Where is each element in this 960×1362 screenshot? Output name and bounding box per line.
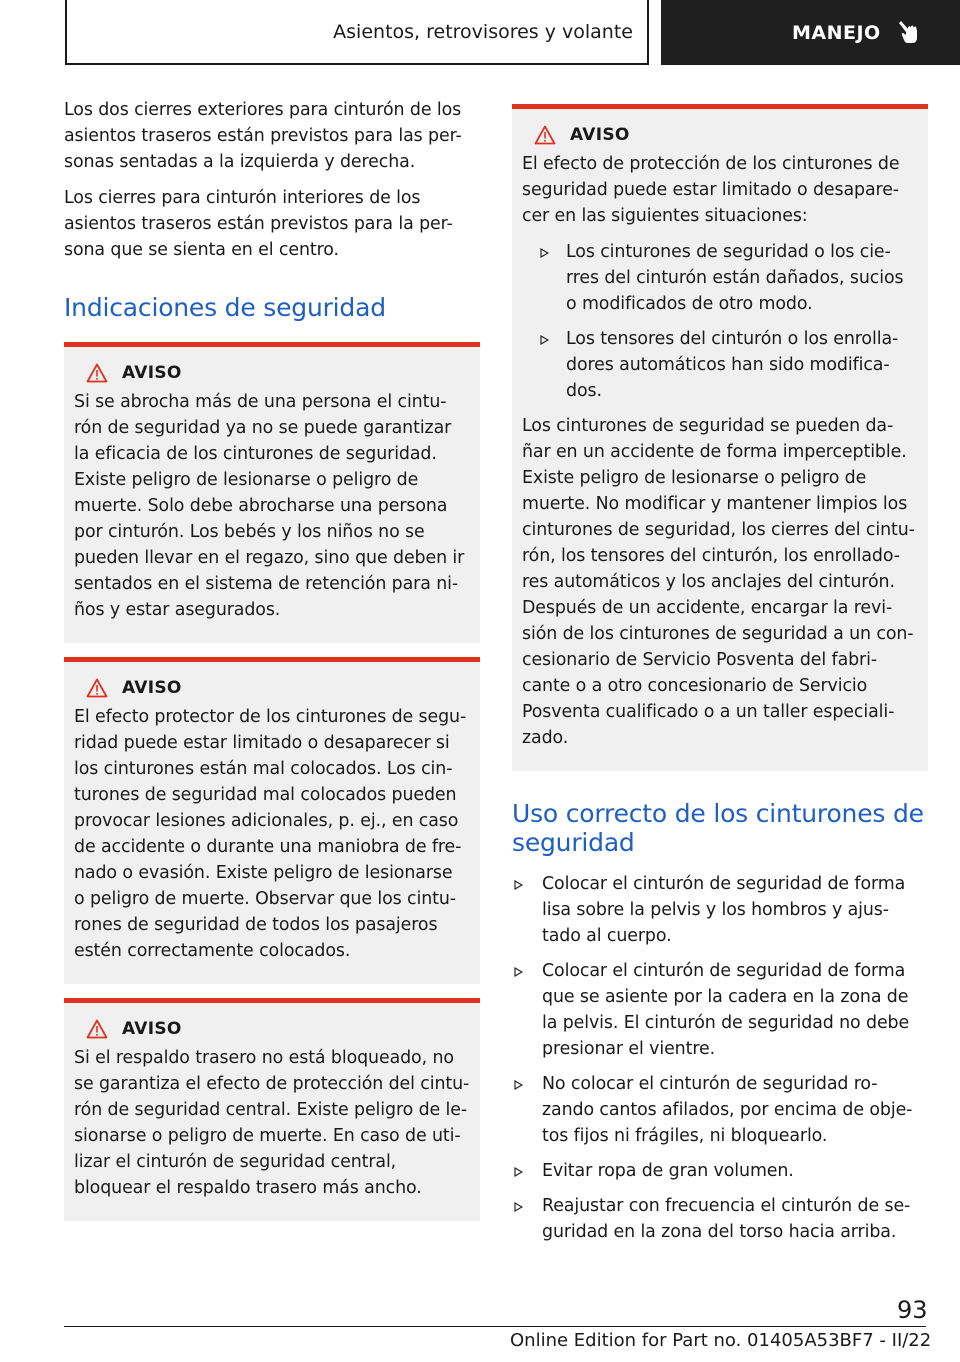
triangle-bullet-icon: [522, 326, 566, 404]
warning-box: [512, 104, 928, 771]
warning-box: [64, 342, 480, 643]
warning-box: [64, 998, 480, 1221]
warning-box: [64, 657, 480, 984]
warning-icon: [86, 1019, 108, 1039]
section-heading-safety: Indicaciones de seguridad: [64, 293, 386, 322]
triangle-bullet-icon: [512, 871, 542, 949]
list-item: No colocar el cinturón de seguridad ro- zando cantos afilados, por encima de obje- tos fijos ni frágiles, ni bloquearlo.: [512, 1071, 928, 1149]
section-title: Asientos, retrovisores y volante: [333, 20, 633, 43]
section-header: [65, 0, 649, 65]
footer-divider: [64, 1326, 926, 1327]
list-item: Los tensores del cinturón o los enrolla- dores automáticos han sido modifica- dos.: [522, 326, 918, 404]
list-item: Reajustar con frecuencia el cinturón de se- guridad en la zona del torso hacia arriba.: [512, 1193, 928, 1245]
warning-label: AVISO: [122, 363, 182, 383]
pointing-hand-icon: [897, 19, 923, 47]
intro-paragraph-1: Los dos cierres exteriores para cinturón de los asientos traseros están previstos para las per- sonas sentadas a la izquierda y derecha.: [64, 100, 462, 172]
warning-intro: El efecto de protección de los cinturones de seguridad puede estar limitado o desapare- cer en las siguientes situaciones:: [522, 154, 900, 226]
list-item: Colocar el cinturón de seguridad de forma que se asiente por la cadera en la zona de la pelvis. El cinturón de seguridad no debe presionar el vientre.: [512, 958, 928, 1062]
warning-icon: [86, 363, 108, 383]
chapter-title: MANEJO: [792, 21, 881, 44]
left-column: [64, 97, 480, 1221]
warning-label: AVISO: [122, 678, 182, 698]
triangle-bullet-icon: [512, 1071, 542, 1149]
triangle-bullet-icon: [512, 1158, 542, 1184]
warning-label: AVISO: [122, 1019, 182, 1039]
warning-icon: [86, 678, 108, 698]
edition-note: Online Edition for Part no. 01405A53BF7 - II/22: [510, 1330, 932, 1351]
chapter-tab[interactable]: [661, 0, 960, 65]
triangle-bullet-icon: [512, 958, 542, 1062]
warning-text: El efecto protector de los cinturones de segu- ridad puede estar limitado o desaparecer si los cinturones están mal colocados. Los cin- turones de seguridad mal colocados pueden provocar lesiones adicionales, p. ej., en caso de accidente o durante una maniobra de fre- nado o evasión. Existe peligro de lesionarse o peligro de muerte. Observar que los cintu- rones de seguridad de todos los pasajeros estén correctamente colocados.: [74, 707, 467, 961]
warning-text: Si el respaldo trasero no está bloqueado, no se garantiza el efecto de protección del cintu- rón de seguridad central. Existe peligro de le- sionarse o peligro de muerte. En caso de uti- lizar el cinturón de seguridad central, bloquear el respaldo trasero más ancho.: [74, 1048, 470, 1198]
page-number: 93: [897, 1296, 928, 1324]
intro-paragraph-2: Los cierres para cinturón interiores de los asientos traseros están previstos para la per- sona que se sienta en el centro.: [64, 188, 453, 260]
warning-text: Si se abrocha más de una persona el cintu- rón de seguridad ya no se puede garantizar la eficacia de los cinturones de seguridad. Existe peligro de lesionarse o peligro de muerte. Solo debe abrocharse una persona por cinturón. Los bebés y los niños no se pueden llevar en el regazo, sino que deben ir sentados en el sistema de retención para ni- ños y estar asegurados.: [74, 392, 465, 620]
warning-label: AVISO: [570, 125, 630, 145]
warning-icon: [534, 125, 556, 145]
triangle-bullet-icon: [522, 239, 566, 317]
list-item: Los cinturones de seguridad o los cie- rres del cinturón están dañados, sucios o modificados de otro modo.: [522, 239, 918, 317]
right-column: [512, 104, 928, 1254]
list-item: Evitar ropa de gran volumen.: [512, 1158, 928, 1184]
warning-text: Los cinturones de seguridad se pueden da- ñar en un accidente de forma imperceptible. Existe peligro de lesionarse o peligro de muerte. No modificar y mantener limpios los cinturones de seguridad, los cierres del cintu- rón, los tensores del cinturón, los enrollado- res automáticos y los anclajes del cinturón. Después de un accidente, encargar la revi- sión de los cinturones de seguridad a un con- cesionario de Servicio Posventa del fabri- cante o a otro concesionario de Servicio Posventa cualificado o a un taller especiali- zado.: [522, 416, 915, 748]
usage-bullet-list: [512, 871, 928, 1245]
list-item: Colocar el cinturón de seguridad de forma lisa sobre la pelvis y los hombros y ajus- tado al cuerpo.: [512, 871, 928, 949]
section-heading-correct-use: Uso correcto de los cinturones de seguridad: [512, 799, 924, 857]
triangle-bullet-icon: [512, 1193, 542, 1245]
warning-bullet-list: [522, 239, 918, 404]
